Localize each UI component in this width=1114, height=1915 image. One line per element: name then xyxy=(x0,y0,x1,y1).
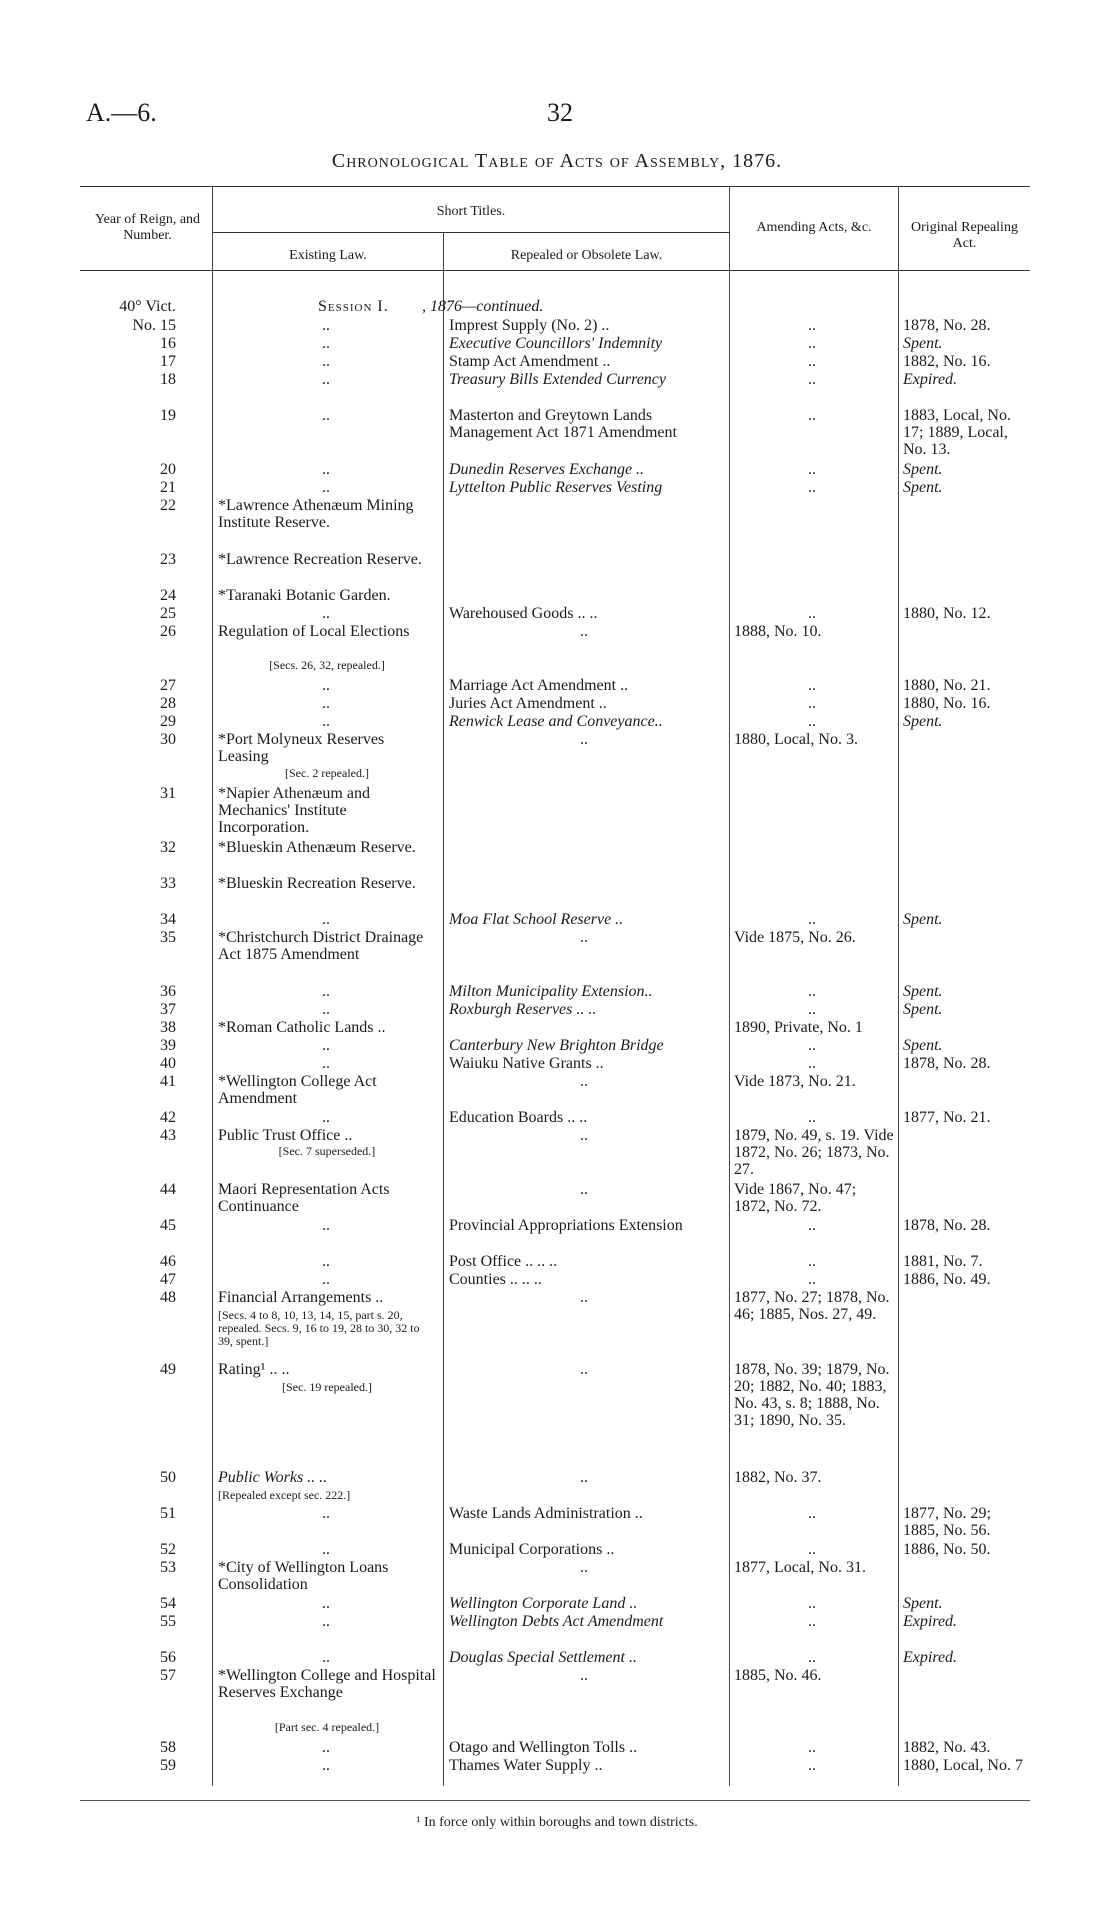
original-repealing-entry: Expired. xyxy=(903,371,958,388)
leader-dots: .. xyxy=(808,713,816,730)
repealed-law-entry: Executive Councillors' Indemnity xyxy=(449,335,663,352)
amending-act-entry: 1877, No. 27; 1878, No. 46; 1885, Nos. 27, 49. xyxy=(734,1289,894,1323)
leader-dots: .. xyxy=(808,335,816,352)
year-cell: 36 xyxy=(160,983,176,1000)
leader-dots: .. xyxy=(808,695,816,712)
header-amending: Amending Acts, &c. xyxy=(756,220,872,235)
repealed-law-entry: Warehoused Goods .. .. xyxy=(449,605,598,622)
leader-dots: .. xyxy=(808,353,816,370)
leader-dots: .. xyxy=(322,1505,330,1522)
leader-dots: .. xyxy=(808,479,816,496)
year-cell: No. 15 xyxy=(132,317,176,334)
year-cell: 44 xyxy=(160,1181,176,1198)
repealed-law-entry: Otago and Wellington Tolls .. xyxy=(449,1739,638,1756)
session-label: Session I. xyxy=(318,298,389,315)
footnote: ¹ In force only within boroughs and town districts. xyxy=(416,1815,698,1830)
repealed-law-entry: Douglas Special Settlement .. xyxy=(449,1649,637,1666)
leader-dots: .. xyxy=(322,479,330,496)
leader-dots: .. xyxy=(322,605,330,622)
amending-act-entry: 1888, No. 10. xyxy=(734,623,822,640)
leader-dots: .. xyxy=(808,1757,816,1774)
repealed-law-entry: Juries Act Amendment .. xyxy=(449,695,607,712)
original-repealing-entry: Spent. xyxy=(903,461,943,478)
year-cell: 20 xyxy=(160,461,176,478)
year-cell: 45 xyxy=(160,1217,176,1234)
leader-dots: .. xyxy=(808,1271,816,1288)
existing-law-entry: *Roman Catholic Lands .. xyxy=(218,1019,386,1036)
year-cell: 40° Vict. xyxy=(119,298,176,315)
year-cell: 56 xyxy=(160,1649,176,1666)
amending-act-entry: 1877, Local, No. 31. xyxy=(734,1559,866,1576)
year-cell: 57 xyxy=(160,1667,176,1684)
leader-dots: .. xyxy=(322,1109,330,1126)
leader-dots: .. xyxy=(322,1757,330,1774)
year-cell: 22 xyxy=(160,497,176,514)
amending-act-entry: Vide 1873, No. 21. xyxy=(734,1073,856,1090)
page-number: 32 xyxy=(547,98,573,127)
repealed-law-entry: Wellington Corporate Land .. xyxy=(449,1595,638,1612)
original-repealing-entry: Spent. xyxy=(903,1001,943,1018)
original-repealing-entry: 1880, No. 12. xyxy=(903,605,991,622)
year-cell: 33 xyxy=(160,875,176,892)
leader-dots: .. xyxy=(808,407,816,424)
leader-dots: .. xyxy=(808,1505,816,1522)
repealed-law-entry: Treasury Bills Extended Currency xyxy=(449,371,666,388)
repealed-law-entry: Canterbury New Brighton Bridge xyxy=(449,1037,664,1054)
existing-law-entry: *Lawrence Athenæum Mining Institute Reserve. xyxy=(218,497,418,531)
repealed-law-entry: Wellington Debts Act Amendment xyxy=(449,1613,664,1630)
header-repealed: Repealed or Obsolete Law. xyxy=(510,248,663,263)
original-repealing-entry: 1886, No. 49. xyxy=(903,1271,991,1288)
document-series: A.—6. xyxy=(86,98,157,127)
leader-dots: .. xyxy=(808,1253,816,1270)
year-cell: 52 xyxy=(160,1541,176,1558)
leader-dots: .. xyxy=(322,1055,330,1072)
year-cell: 34 xyxy=(160,911,176,928)
footnote-rule xyxy=(80,1800,1030,1801)
year-cell: 30 xyxy=(160,731,176,748)
year-cell: 17 xyxy=(160,353,176,370)
leader-dots: .. xyxy=(808,677,816,694)
header-bottom-rule xyxy=(80,270,1030,271)
repealed-law-entry: Roxburgh Reserves .. .. xyxy=(449,1001,597,1018)
leader-dots: .. xyxy=(580,1361,588,1378)
amending-act-entry: Vide 1875, No. 26. xyxy=(734,929,856,946)
column-divider xyxy=(898,186,899,1786)
year-cell: 18 xyxy=(160,371,176,388)
year-cell: 50 xyxy=(160,1469,176,1486)
year-cell: 42 xyxy=(160,1109,176,1126)
leader-dots: .. xyxy=(808,371,816,388)
year-cell: 25 xyxy=(160,605,176,622)
year-cell: 27 xyxy=(160,677,176,694)
leader-dots: .. xyxy=(322,677,330,694)
year-cell: 55 xyxy=(160,1613,176,1630)
leader-dots: .. xyxy=(580,731,588,748)
header-short-titles: Short Titles. xyxy=(436,204,506,219)
leader-dots: .. xyxy=(322,317,330,334)
year-cell: 35 xyxy=(160,929,176,946)
amending-act-entry: 1885, No. 46. xyxy=(734,1667,822,1684)
repealed-law-entry: Milton Municipality Extension.. xyxy=(449,983,653,1000)
leader-dots: .. xyxy=(322,461,330,478)
original-repealing-entry: Spent. xyxy=(903,1037,943,1054)
original-repealing-entry: Spent. xyxy=(903,713,943,730)
table-top-rule xyxy=(80,186,1030,187)
year-cell: 32 xyxy=(160,839,176,856)
leader-dots: .. xyxy=(808,1541,816,1558)
year-cell: 38 xyxy=(160,1019,176,1036)
leader-dots: .. xyxy=(322,1271,330,1288)
repealed-law-entry: Imprest Supply (No. 2) .. xyxy=(449,317,610,334)
leader-dots: .. xyxy=(580,1559,588,1576)
year-cell: 59 xyxy=(160,1757,176,1774)
year-cell: 41 xyxy=(160,1073,176,1090)
existing-law-entry: *City of Wellington Loans Consolidation xyxy=(218,1559,393,1593)
leader-dots: .. xyxy=(808,317,816,334)
year-cell: 47 xyxy=(160,1271,176,1288)
leader-dots: .. xyxy=(322,371,330,388)
original-repealing-entry: 1883, Local, No. 17; 1889, Local, No. 13. xyxy=(903,407,1015,458)
existing-law-entry: *Port Molyneux Reserves Leasing xyxy=(218,731,389,765)
original-repealing-entry: Spent. xyxy=(903,983,943,1000)
original-repealing-entry: 1877, No. 21. xyxy=(903,1109,991,1126)
leader-dots: .. xyxy=(322,1541,330,1558)
year-cell: 37 xyxy=(160,1001,176,1018)
existing-law-entry: *Napier Athenæum and Mechanics' Institute Incorporation. xyxy=(218,785,374,836)
existing-law-note: [Secs. 4 to 8, 10, 13, 14, 15, part s. 20, repealed. Secs. 9, 16 to 19, 28 to 30, 32 to 39, spent.] xyxy=(218,1308,423,1348)
leader-dots: .. xyxy=(580,1469,588,1486)
leader-dots: .. xyxy=(808,1595,816,1612)
original-repealing-entry: Expired. xyxy=(903,1649,958,1666)
existing-law-entry: *Taranaki Botanic Garden. xyxy=(218,587,391,604)
repealed-law-entry: Post Office .. .. .. xyxy=(449,1253,558,1270)
year-cell: 39 xyxy=(160,1037,176,1054)
leader-dots: .. xyxy=(322,407,330,424)
repealed-law-entry: Stamp Act Amendment .. xyxy=(449,353,611,370)
amending-act-entry: 1878, No. 39; 1879, No. 20; 1882, No. 40; 1883, No. 43, s. 8; 1888, No. 31; 1890, No. 35. xyxy=(734,1361,894,1429)
leader-dots: .. xyxy=(322,713,330,730)
original-repealing-entry: 1886, No. 50. xyxy=(903,1541,991,1558)
short-titles-rule xyxy=(213,232,729,233)
existing-law-note: [Sec. 7 superseded.] xyxy=(278,1144,376,1158)
leader-dots: .. xyxy=(322,335,330,352)
amending-act-entry: Vide 1867, No. 47; 1872, No. 72. xyxy=(734,1181,861,1215)
existing-law-note: [Sec. 19 repealed.] xyxy=(282,1380,372,1394)
original-repealing-entry: 1877, No. 29; 1885, No. 56. xyxy=(903,1505,995,1539)
year-cell: 23 xyxy=(160,551,176,568)
leader-dots: .. xyxy=(580,1127,588,1144)
leader-dots: .. xyxy=(322,1217,330,1234)
repealed-law-entry: Dunedin Reserves Exchange .. xyxy=(449,461,645,478)
leader-dots: .. xyxy=(322,1595,330,1612)
existing-law-entry: *Blueskin Recreation Reserve. xyxy=(218,875,416,892)
leader-dots: .. xyxy=(322,695,330,712)
year-cell: 43 xyxy=(160,1127,176,1144)
leader-dots: .. xyxy=(808,983,816,1000)
repealed-law-entry: Counties .. .. .. xyxy=(449,1271,542,1288)
year-cell: 49 xyxy=(160,1361,176,1378)
existing-law-entry: Regulation of Local Elections xyxy=(218,623,410,640)
leader-dots: .. xyxy=(580,1181,588,1198)
repealed-law-entry: Marriage Act Amendment .. xyxy=(449,677,629,694)
repealed-law-entry: Thames Water Supply .. xyxy=(449,1757,603,1774)
leader-dots: .. xyxy=(808,1055,816,1072)
column-divider xyxy=(212,186,213,1786)
leader-dots: .. xyxy=(808,1109,816,1126)
leader-dots: .. xyxy=(322,1649,330,1666)
year-cell: 58 xyxy=(160,1739,176,1756)
original-repealing-entry: Spent. xyxy=(903,479,943,496)
original-repealing-entry: Spent. xyxy=(903,911,943,928)
repealed-law-entry: Waste Lands Administration .. xyxy=(449,1505,643,1522)
column-divider xyxy=(729,186,730,1786)
existing-law-entry: *Wellington College and Hospital Reserves Exchange xyxy=(218,1667,440,1701)
repealed-law-entry: Lyttelton Public Reserves Vesting xyxy=(449,479,663,496)
leader-dots: .. xyxy=(808,1217,816,1234)
leader-dots: .. xyxy=(808,605,816,622)
existing-law-note: [Secs. 26, 32, repealed.] xyxy=(269,658,385,672)
leader-dots: .. xyxy=(808,461,816,478)
repealed-law-entry: Waiuku Native Grants .. xyxy=(449,1055,604,1072)
column-divider xyxy=(443,232,444,1786)
leader-dots: .. xyxy=(808,911,816,928)
existing-law-entry: *Lawrence Recreation Reserve. xyxy=(218,551,422,568)
leader-dots: .. xyxy=(322,353,330,370)
original-repealing-entry: 1880, No. 21. xyxy=(903,677,991,694)
leader-dots: .. xyxy=(808,1649,816,1666)
leader-dots: .. xyxy=(322,983,330,1000)
existing-law-entry: *Wellington College Act Amendment xyxy=(218,1073,380,1107)
leader-dots: .. xyxy=(580,623,588,640)
existing-law-entry: *Christchurch District Drainage Act 1875 Amendment xyxy=(218,929,427,963)
year-cell: 51 xyxy=(160,1505,176,1522)
repealed-law-entry: Education Boards .. .. xyxy=(449,1109,588,1126)
year-cell: 31 xyxy=(160,785,176,802)
header-year: Year of Reign, and Number. xyxy=(94,212,201,243)
original-repealing-entry: 1878, No. 28. xyxy=(903,1217,991,1234)
original-repealing-entry: 1880, No. 16. xyxy=(903,695,991,712)
existing-law-note: [Sec. 2 repealed.] xyxy=(285,766,369,780)
existing-law-entry: Public Trust Office .. xyxy=(218,1127,353,1144)
leader-dots: .. xyxy=(322,911,330,928)
original-repealing-entry: Expired. xyxy=(903,1613,958,1630)
leader-dots: .. xyxy=(580,929,588,946)
existing-law-entry: Rating¹ .. .. xyxy=(218,1361,290,1378)
amending-act-entry: 1879, No. 49, s. 19. Vide 1872, No. 26; 1873, No. 27. xyxy=(734,1127,898,1178)
leader-dots: .. xyxy=(808,1037,816,1054)
header-existing: Existing Law. xyxy=(289,248,367,263)
original-repealing-entry: Spent. xyxy=(903,1595,943,1612)
year-cell: 54 xyxy=(160,1595,176,1612)
leader-dots: .. xyxy=(808,1613,816,1630)
leader-dots: .. xyxy=(322,1001,330,1018)
original-repealing-entry: 1878, No. 28. xyxy=(903,1055,991,1072)
year-cell: 16 xyxy=(160,335,176,352)
existing-law-note: [Repealed except sec. 222.] xyxy=(218,1488,351,1502)
leader-dots: .. xyxy=(808,1739,816,1756)
year-cell: 26 xyxy=(160,623,176,640)
original-repealing-entry: 1880, Local, No. 7 xyxy=(903,1757,1023,1774)
original-repealing-entry: 1881, No. 7. xyxy=(903,1253,983,1270)
year-cell: 21 xyxy=(160,479,176,496)
amending-act-entry: 1882, No. 37. xyxy=(734,1469,822,1486)
session-rest: , 1876—continued. xyxy=(422,298,544,315)
existing-law-entry: Financial Arrangements .. xyxy=(218,1289,384,1306)
year-cell: 53 xyxy=(160,1559,176,1576)
year-cell: 29 xyxy=(160,713,176,730)
original-repealing-entry: 1882, No. 16. xyxy=(903,353,991,370)
year-cell: 48 xyxy=(160,1289,176,1306)
year-cell: 19 xyxy=(160,407,176,424)
existing-law-entry: Maori Representation Acts Continuance xyxy=(218,1181,394,1215)
year-cell: 46 xyxy=(160,1253,176,1270)
leader-dots: .. xyxy=(580,1073,588,1090)
leader-dots: .. xyxy=(322,1613,330,1630)
repealed-law-entry: Masterton and Greytown Lands Management Act 1871 Amendment xyxy=(449,407,677,441)
amending-act-entry: 1880, Local, No. 3. xyxy=(734,731,858,748)
original-repealing-entry: Spent. xyxy=(903,335,943,352)
header-original: Original Repealing Act. xyxy=(911,220,1018,251)
leader-dots: .. xyxy=(808,1001,816,1018)
leader-dots: .. xyxy=(580,1667,588,1684)
leader-dots: .. xyxy=(322,1037,330,1054)
year-cell: 40 xyxy=(160,1055,176,1072)
repealed-law-entry: Provincial Appropriations Extension xyxy=(449,1217,683,1234)
year-cell: 24 xyxy=(160,587,176,604)
original-repealing-entry: 1882, No. 43. xyxy=(903,1739,991,1756)
amending-act-entry: 1890, Private, No. 1 xyxy=(734,1019,863,1036)
existing-law-entry: Public Works .. .. xyxy=(218,1469,328,1486)
existing-law-note: [Part sec. 4 repealed.] xyxy=(274,1720,380,1734)
existing-law-entry: *Blueskin Athenæum Reserve. xyxy=(218,839,416,856)
year-cell: 28 xyxy=(160,695,176,712)
leader-dots: .. xyxy=(580,1289,588,1306)
repealed-law-entry: Municipal Corporations .. xyxy=(449,1541,615,1558)
leader-dots: .. xyxy=(322,1253,330,1270)
repealed-law-entry: Renwick Lease and Conveyance.. xyxy=(449,713,663,730)
repealed-law-entry: Moa Flat School Reserve .. xyxy=(449,911,624,928)
table-title: Chronological Table of Acts of Assembly, 1876. xyxy=(331,150,783,172)
leader-dots: .. xyxy=(322,1739,330,1756)
original-repealing-entry: 1878, No. 28. xyxy=(903,317,991,334)
